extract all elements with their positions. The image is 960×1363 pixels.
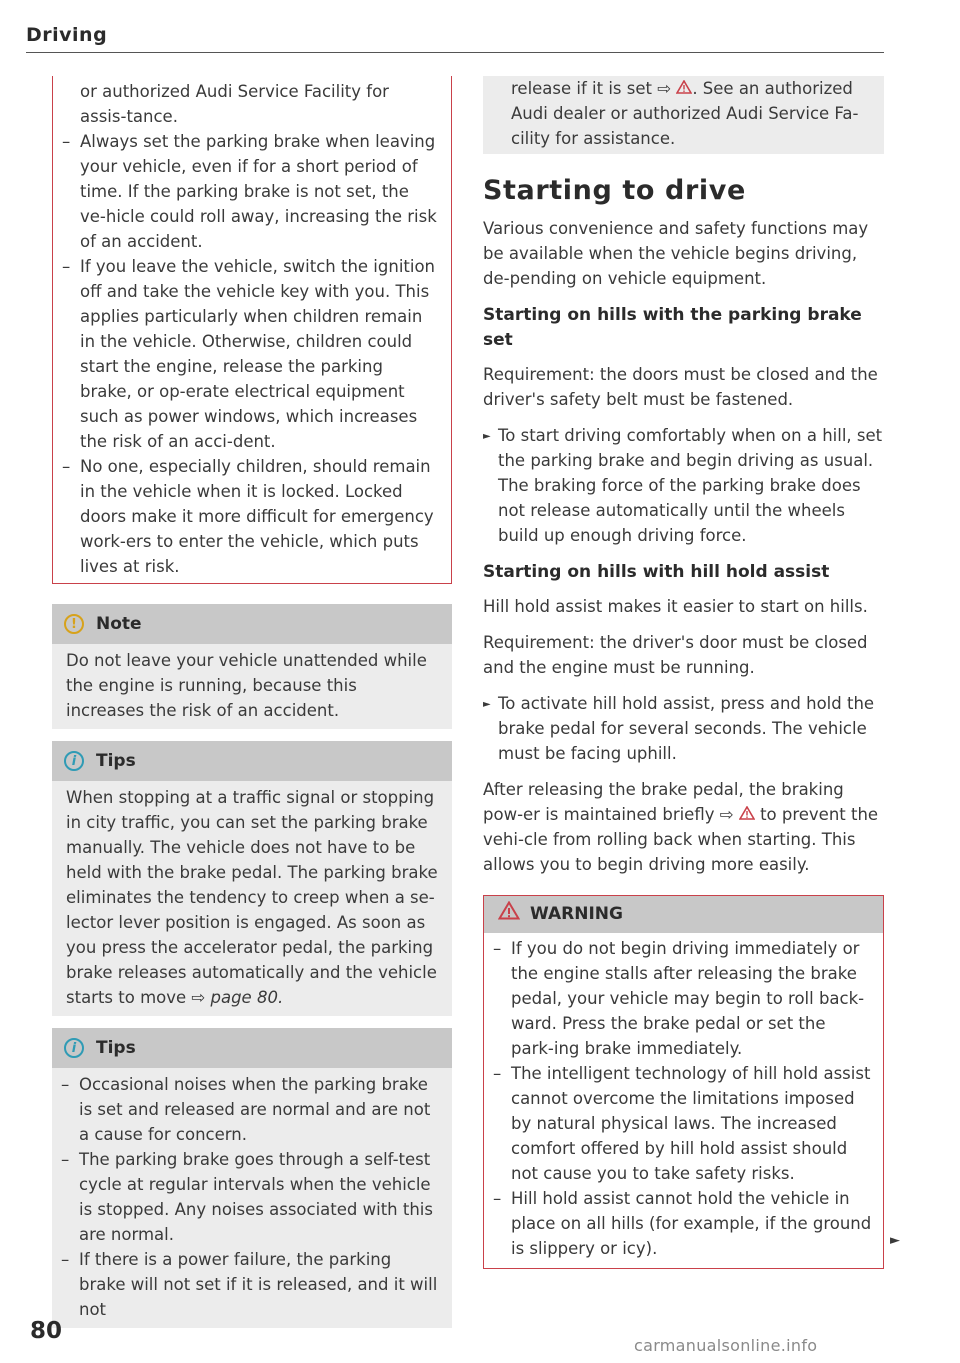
warning-title: WARNING	[530, 904, 623, 924]
page-reference-link[interactable]: ⇨ page 80.	[191, 988, 284, 1007]
step-item: ► To start driving comfortably when on a hill, set the parking brake and begin driving as usual. The braking force of the parking brake does not release automatically until the wheels build up enough driving force.	[483, 423, 884, 548]
left-column	[52, 76, 452, 1328]
warning-item: – No one, especially children, should remain in the vehicle when it is locked. Locked doors make it more difficult for emergency work-ers to enter the vehicle, which puts lives at risk.	[53, 454, 439, 579]
tips-text	[66, 785, 440, 1010]
note-body	[52, 644, 452, 729]
warning-continuation-box	[52, 76, 452, 584]
hill-hold-after	[483, 777, 884, 877]
tips-title: Tips	[96, 1037, 136, 1058]
requirement-text: Requirement: the driver's door must be closed and the engine must be running.	[483, 633, 868, 677]
step-item: ► To activate hill hold assist, press and hold the brake pedal for several seconds. The vehicle must be facing uphill.	[483, 691, 884, 766]
tips-box-1	[52, 741, 452, 1016]
continued-arrow-icon: ►	[890, 1233, 900, 1248]
warning-list	[53, 129, 439, 579]
continuation-text-start: release if it is set ⇨	[511, 79, 672, 98]
tips-box-2	[52, 1028, 452, 1328]
tips-header	[52, 741, 452, 781]
after-text-end: to prevent the vehi-cle from rolling back when starting. This allows you to begin driving more easily.	[483, 805, 879, 874]
continuation-text-end: . See an authorized Audi dealer or authorized Audi Service Fa-cility for assistance.	[511, 79, 859, 148]
right-column	[483, 76, 884, 1269]
warning-triangle-icon	[676, 79, 692, 98]
after-text-start: After releasing the brake pedal, the braking pow-er is maintained briefly ⇨	[483, 780, 844, 824]
intro-paragraph: Various convenience and safety functions may be available when the vehicle begins driving, de-pending on vehicle equipment.	[483, 219, 869, 288]
tips-continuation-text	[511, 76, 872, 151]
warning-item: – Always set the parking brake when leaving your vehicle, even if for a short period of time. If the parking brake is not set, the ve-hicle could roll away, increasing the risk of an accident.	[53, 129, 439, 254]
note-title: Note	[96, 613, 142, 634]
info-circle-icon: i	[64, 1038, 84, 1058]
tips-list	[52, 1072, 440, 1322]
tips-continuation-box	[483, 76, 884, 154]
tips-item: – Occasional noises when the parking brake is set and released are normal and are not a cause for concern.	[52, 1072, 440, 1147]
page-heading: Starting to drive	[483, 175, 746, 206]
warning-box	[483, 895, 884, 1269]
exclamation-circle-icon: !	[64, 614, 84, 634]
note-header	[52, 604, 452, 644]
warning-triangle-icon	[739, 805, 755, 824]
info-circle-icon: i	[64, 751, 84, 771]
warning-list	[484, 936, 873, 1261]
tips-body	[52, 1068, 452, 1328]
warning-item: – If you leave the vehicle, switch the ignition off and take the vehicle key with you. This applies particularly when children remain in the vehicle. Otherwise, children could start the engine, release the parking brake, or op-erate electrical equipment such as power windows, which increases the risk of an acci-dent.	[53, 254, 439, 454]
section-title: Driving	[26, 24, 108, 46]
warning-item: – The intelligent technology of hill hold assist cannot overcome the limitations imposed by natural physical laws. The increased comfort offered by hill hold assist should not cause you to take safety risks.	[484, 1061, 873, 1186]
hill-hold-intro: Hill hold assist makes it easier to start on hills.	[483, 597, 868, 616]
tips-item: – The parking brake goes through a self-test cycle at regular intervals when the vehicle is stopped. Any noises associated with this are normal.	[52, 1147, 440, 1247]
warning-header	[484, 896, 883, 933]
warning-item: – If you do not begin driving immediately or the engine stalls after releasing the brake pedal, your vehicle may begin to roll back-ward. Press the brake pedal or set the park-ing brake immediately.	[484, 936, 873, 1061]
tips-text-main: When stopping at a traffic signal or stopping in city traffic, you can set the parking brake manually. The vehicle does not have to be held with the brake pedal. The parking brake eliminates the tendency to creep when a se-lector lever position is engaged. As soon as you press the accelerator pedal, the parking brake releases automatically and the vehicle starts to move	[66, 788, 438, 1007]
tips-title: Tips	[96, 750, 136, 771]
subheading-hill-hold: Starting on hills with hill hold assist	[483, 562, 830, 582]
note-box	[52, 604, 452, 729]
note-text: Do not leave your vehicle unattended while the engine is running, because this increases the risk of an accident.	[66, 651, 427, 720]
header-divider	[26, 52, 884, 53]
requirement-text: Requirement: the doors must be closed and the driver's safety belt must be fastened.	[483, 365, 878, 409]
watermark: carmanualsonline.info	[634, 1336, 818, 1355]
warning-triangle-icon	[498, 901, 520, 928]
warning-body	[484, 933, 883, 1268]
subheading-parking-brake: Starting on hills with the parking brake set	[483, 305, 862, 350]
tips-body	[52, 781, 452, 1016]
page-number: 80	[30, 1318, 63, 1344]
warning-item: – Hill hold assist cannot hold the vehicle in place on all hills (for example, if the ground is slippery or icy).	[484, 1186, 873, 1261]
warning-continuation-text: or authorized Audi Service Facility for assis-tance.	[80, 82, 389, 126]
tips-item: – If there is a power failure, the parking brake will not set if it is released, and it will not	[52, 1247, 440, 1322]
tips-header	[52, 1028, 452, 1068]
